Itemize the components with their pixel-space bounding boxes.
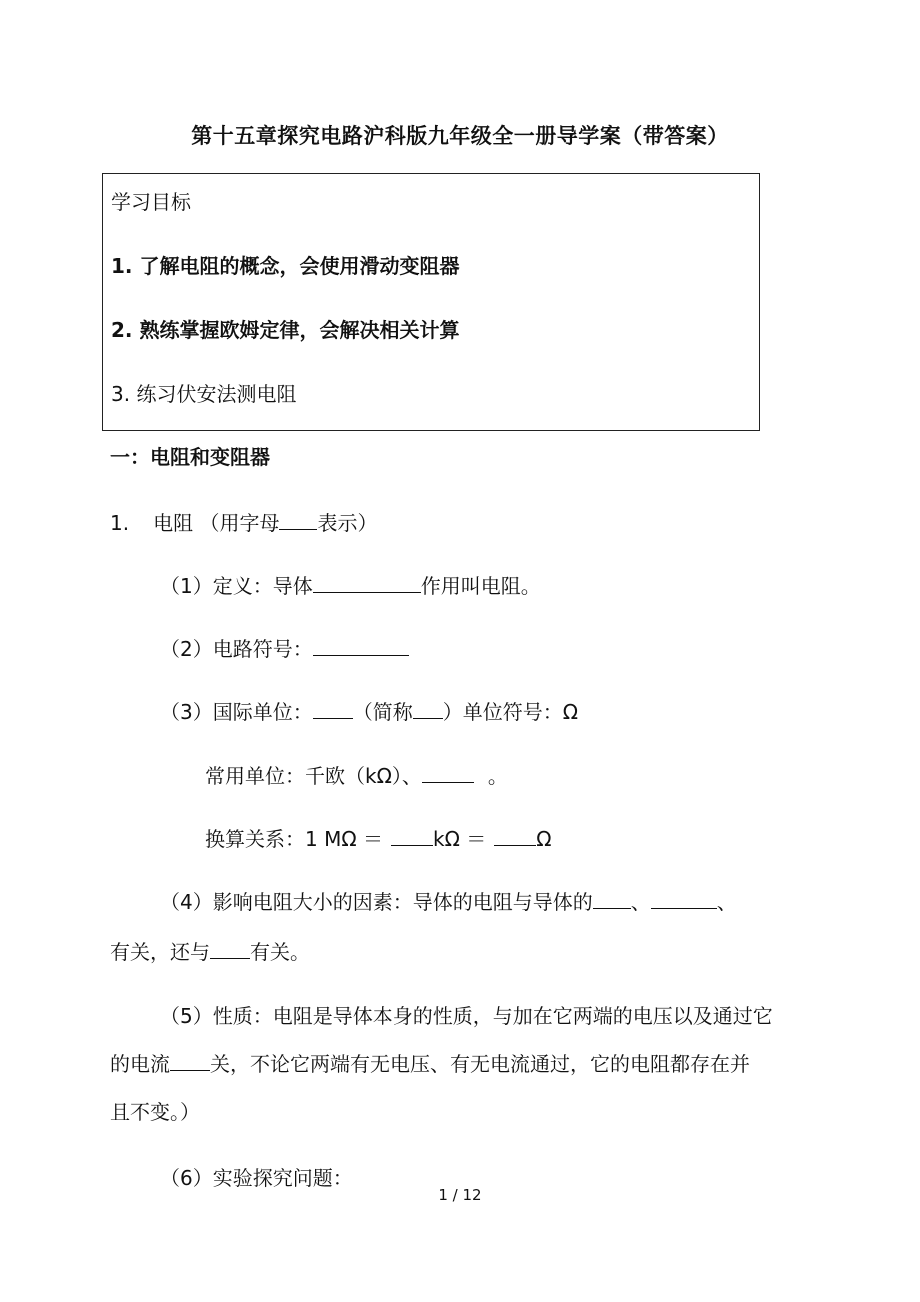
answer-blank[interactable] xyxy=(313,572,421,593)
factor-line xyxy=(160,886,737,915)
answer-blank[interactable] xyxy=(210,938,250,959)
answer-blank[interactable] xyxy=(413,698,443,719)
conversion-end: Ω xyxy=(536,827,552,851)
definition-text: （1）定义：导体 xyxy=(160,574,313,598)
conversion-mid: kΩ ＝ xyxy=(432,827,487,851)
question-text: 电阻 （用字母 xyxy=(153,511,280,535)
answer-blank[interactable] xyxy=(593,888,631,909)
property-line-3: 且不变。） xyxy=(110,1100,200,1124)
common-unit-line xyxy=(205,760,508,789)
answer-blank[interactable] xyxy=(313,635,409,656)
common-unit-end: 。 xyxy=(487,764,508,788)
question-number: 1. xyxy=(110,511,130,535)
unit-line xyxy=(160,696,578,725)
answer-blank[interactable] xyxy=(170,1050,210,1071)
experiment-line: （6）实验探究问题： xyxy=(160,1166,353,1190)
answer-blank[interactable] xyxy=(651,888,717,909)
unit-symbol-text: ）单位符号：Ω xyxy=(442,700,579,724)
factor-sep-2: 、 xyxy=(716,890,737,914)
symbol-text: （2）电路符号： xyxy=(160,637,313,661)
unit-abbrev-text: （简称 xyxy=(352,700,413,724)
document-title: 第十五章探究电路沪科版九年级全一册导学案（带答案） xyxy=(191,124,729,148)
objective-item-3: 3. 练习伏安法测电阻 xyxy=(111,382,297,406)
objectives-heading: 学习目标 xyxy=(111,190,191,214)
question-text-end: 表示） xyxy=(317,511,378,535)
property-text: 的电流 xyxy=(110,1052,170,1076)
factor-sep: 、 xyxy=(630,890,651,914)
common-unit-text: 常用单位：千欧（kΩ）、 xyxy=(205,764,422,788)
objective-item-1: 1. 了解电阻的概念，会使用滑动变阻器 xyxy=(111,254,460,278)
definition-text-end: 作用叫电阻。 xyxy=(420,574,541,598)
objective-item-2: 2. 熟练掌握欧姆定律，会解决相关计算 xyxy=(111,318,460,342)
property-text-cont: 关，不论它两端有无电压、有无电流通过，它的电阻都存在并 xyxy=(210,1052,750,1076)
page-number: 1 / 12 xyxy=(438,1186,482,1204)
section-heading: 一：电阻和变阻器 xyxy=(110,445,270,469)
factor2-text: 有关，还与 xyxy=(110,940,210,964)
definition-line xyxy=(160,570,541,599)
answer-blank[interactable] xyxy=(422,762,474,783)
factor-text: （4）影响电阻大小的因素：导体的电阻与导体的 xyxy=(160,890,593,914)
objectives-box xyxy=(102,173,760,431)
answer-blank[interactable] xyxy=(391,825,433,846)
answer-blank[interactable] xyxy=(494,825,536,846)
property-line-1: （5）性质：电阻是导体本身的性质，与加在它两端的电压以及通过它 xyxy=(160,1004,773,1028)
answer-blank[interactable] xyxy=(279,509,317,530)
conversion-text: 换算关系：1 MΩ ＝ xyxy=(205,827,383,851)
factor2-end: 有关。 xyxy=(250,940,310,964)
unit-text: （3）国际单位： xyxy=(160,700,313,724)
answer-blank[interactable] xyxy=(313,698,353,719)
circuit-symbol-line xyxy=(160,633,409,662)
conversion-line xyxy=(205,823,552,852)
property-line-2 xyxy=(110,1048,750,1077)
question-1 xyxy=(110,507,377,536)
factor-line-2 xyxy=(110,936,310,965)
